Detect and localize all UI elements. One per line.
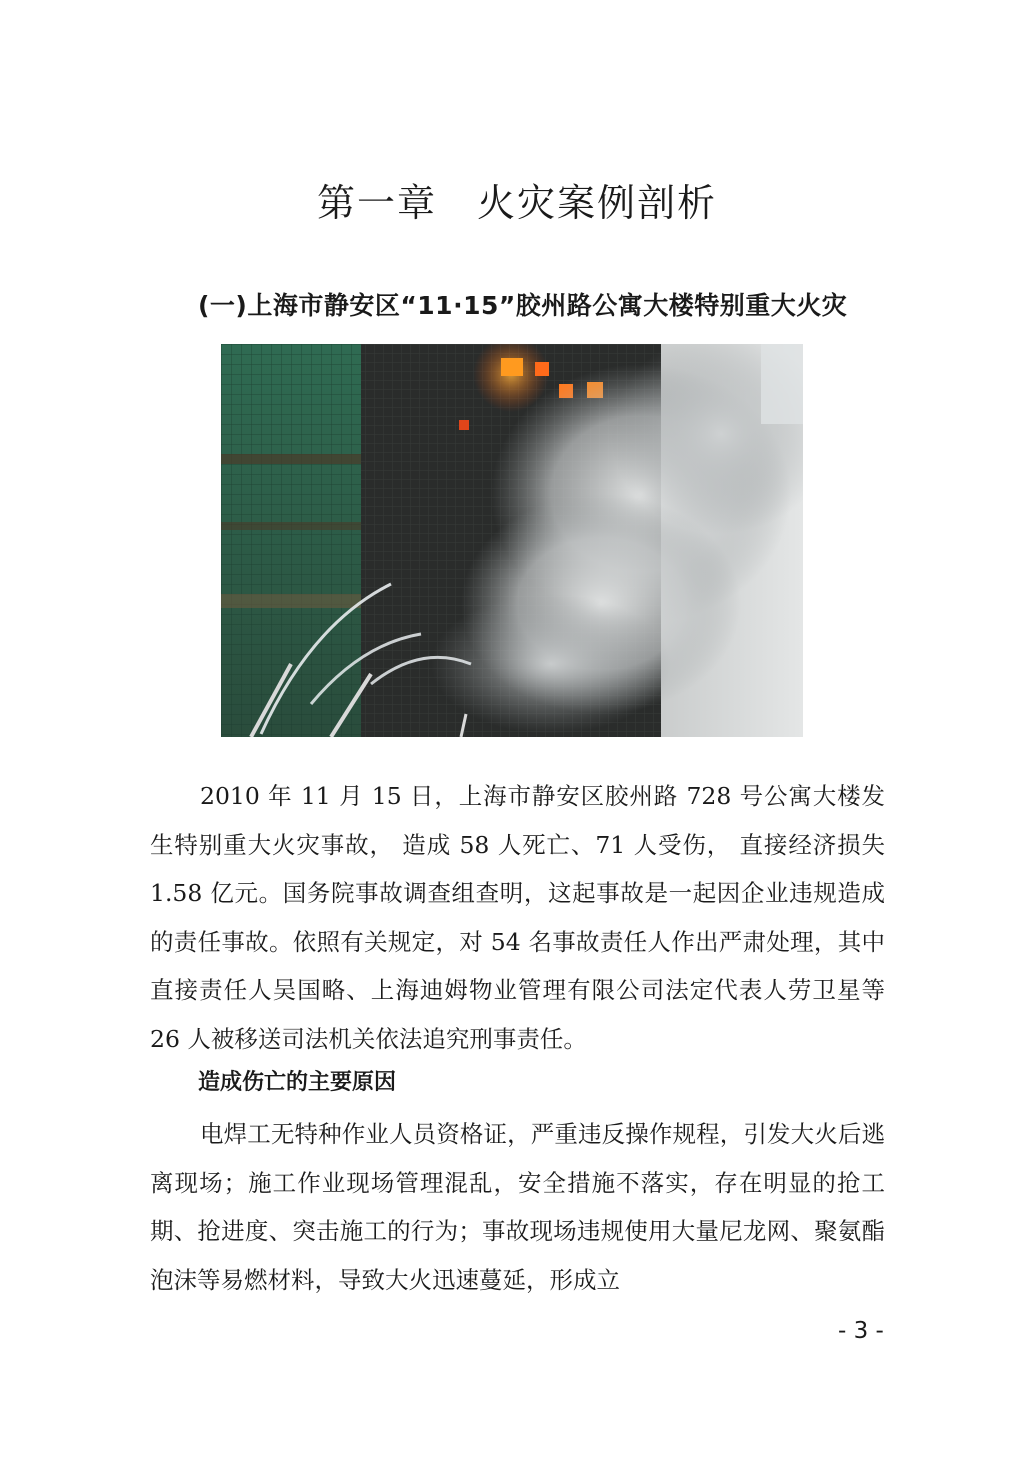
section-title: (一)上海市静安区“11·15”胶州路公寓大楼特别重大火灾 bbox=[198, 291, 848, 320]
paragraph-causes: 电焊工无特种作业人员资格证，严重违反操作规程，引发大火后逃离现场；施工作业现场管理混乱，安全措施不落实，存在明显的抢工期、抢进度、突击施工的行为；事故现场违规使用大量尼龙网、聚氨酯泡沫等易燃材料，导致大火迅速蔓延，形成立 bbox=[150, 1120, 885, 1294]
building-fire-photo bbox=[221, 344, 803, 737]
page-number: - 3 - bbox=[838, 1318, 884, 1344]
chapter-title: 第一章 火灾案例剖析 bbox=[316, 181, 717, 225]
paragraph-incident-summary: 2010 年 11 月 15 日，上海市静安区胶州路 728 号公寓大楼发生特别重大火灾事故， 造成 58 人死亡、71 人受伤， 直接经济损失 1.58 亿元。国务院事故调查组查明，这起事故是一起因企业违规造成的责任事故。依照有关规定，对 54 名事故责任人作出严肃处理，其中直接责任人吴国略、上海迪姆物业管理有限公司法定代表人劳卫星等 26 人被移送司法机关依法追究刑事责任。 bbox=[150, 782, 885, 1053]
subheading-main-causes: 造成伤亡的主要原因 bbox=[198, 1070, 397, 1095]
